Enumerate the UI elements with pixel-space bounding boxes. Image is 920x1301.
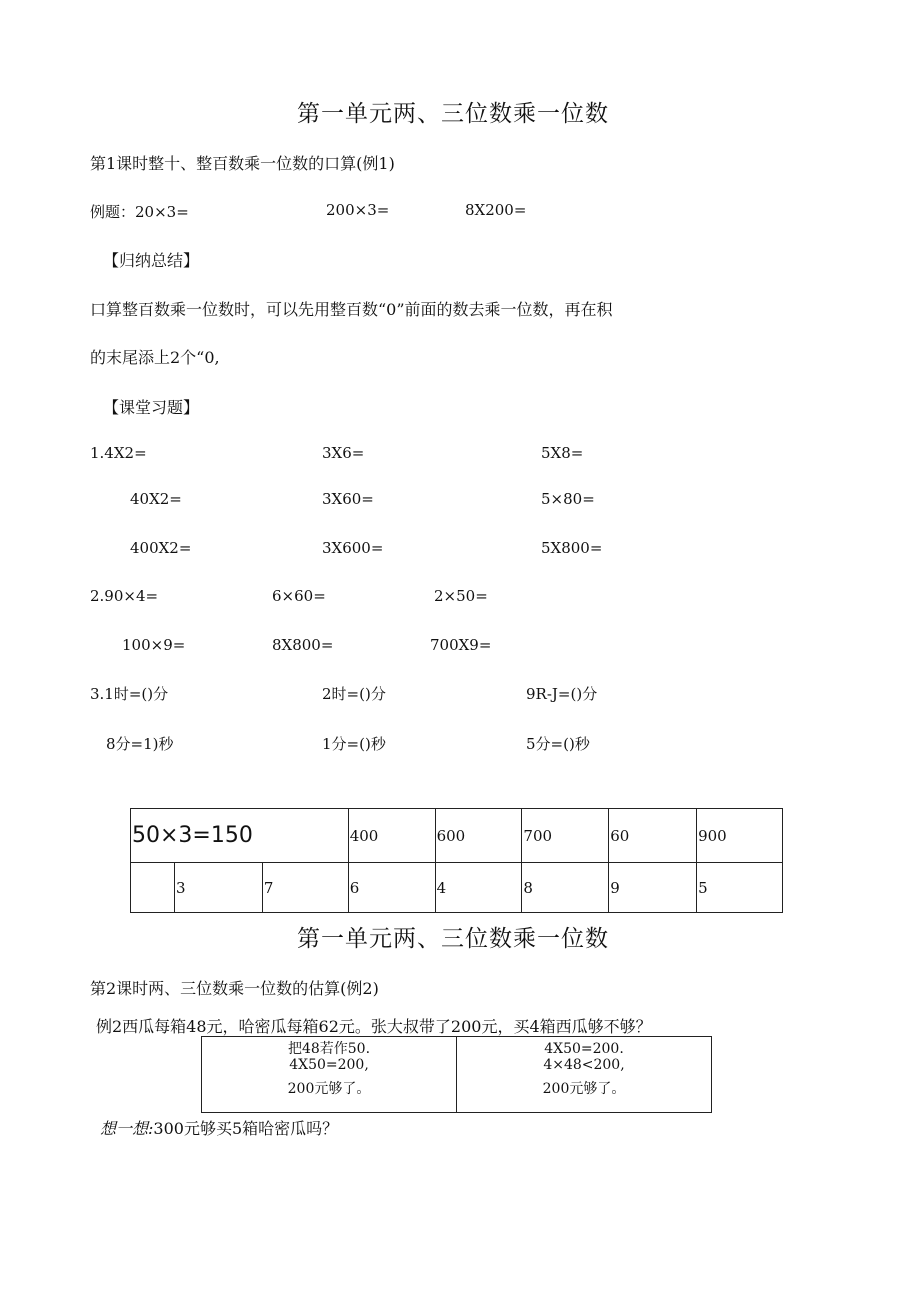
section2-title: 第一单元两、三位数乘一位数: [297, 926, 609, 952]
table-cell: 6: [348, 863, 435, 913]
q3-r1-c2: 2时=()分: [322, 685, 386, 703]
q1-r2-c1: 40X2=: [130, 490, 182, 508]
q1-r2-c2: 3X60=: [322, 490, 374, 508]
q3-r2-c1: 8分=1)秒: [106, 735, 174, 753]
estimate-left-line1: 把48若作50.: [287, 1041, 371, 1057]
q3-r1-c1: 3.1时=()分: [90, 685, 169, 703]
q1-r3-c3: 5X800=: [541, 539, 603, 557]
think-text: 300元够买5箱哈密瓜吗？: [153, 1119, 339, 1138]
table-cell: 400: [348, 809, 435, 863]
table-cell: 50×3=150: [131, 809, 349, 863]
q1-r3-c1: 400X2=: [130, 539, 192, 557]
estimate-right-line2: 4×48<200,: [543, 1057, 625, 1073]
table-row: [202, 1037, 712, 1113]
section1-title: 第一单元两、三位数乘一位数: [297, 101, 609, 127]
table-row: [131, 809, 783, 863]
example1-item2: 200×3=: [326, 201, 390, 219]
estimate-right-cell: [457, 1037, 712, 1113]
q3-r2-c3: 5分=()秒: [526, 735, 590, 753]
summary-line2: 的末尾添上2个“0,: [90, 348, 220, 367]
table-cell: 700: [522, 809, 609, 863]
estimate-left-line3: 200元够了。: [287, 1081, 371, 1097]
lesson2-heading: 第2课时两、三位数乘一位数的估算(例2): [90, 979, 379, 998]
think-label: 想一想:: [100, 1119, 154, 1138]
q2-r2-c2: 8X800=: [272, 636, 334, 654]
q3-r2-c2: 1分=()秒: [322, 735, 386, 753]
example1-item1: 例题：20×3=: [90, 203, 189, 221]
estimate-left-cell: [202, 1037, 457, 1113]
table-row: [131, 863, 783, 913]
lesson1-heading: 第1课时整十、整百数乘一位数的口算(例1): [90, 154, 395, 173]
example2-text: 例2西瓜每箱48元，哈密瓜每箱62元。张大叔带了200元，买4箱西瓜够不够？: [96, 1017, 652, 1036]
summary-line1: 口算整百数乘一位数时，可以先用整百数“0”前面的数去乘一位数，再在积: [90, 300, 613, 319]
q2-r1-c3: 2×50=: [434, 587, 488, 605]
estimate-left-line2: 4X50=200,: [289, 1057, 369, 1073]
q2-r2-c3: 700X9=: [430, 636, 492, 654]
estimate-right-line3: 200元够了。: [542, 1081, 626, 1097]
table-cell: 5: [697, 863, 783, 913]
estimate-table: [201, 1036, 712, 1113]
answer-table: [130, 808, 783, 913]
table-cell: 3: [174, 863, 262, 913]
table-cell: 600: [435, 809, 522, 863]
estimate-right-line1: 4X50=200.: [544, 1041, 624, 1057]
q1-r1-c3: 5X8=: [541, 444, 584, 462]
table-cell: [131, 863, 175, 913]
table-cell: 60: [609, 809, 697, 863]
q3-r1-c3: 9R-J=()分: [526, 685, 598, 703]
table-cell: 7: [262, 863, 348, 913]
q1-r2-c3: 5×80=: [541, 490, 595, 508]
table-cell: 900: [697, 809, 783, 863]
q1-r1-c1: 1.4X2=: [90, 444, 147, 462]
summary-heading: 【归纳总结】: [103, 251, 200, 270]
q2-r1-c1: 2.90×4=: [90, 587, 159, 605]
example1-item3: 8X200=: [465, 201, 527, 219]
think-question: [100, 1116, 338, 1139]
table-cell: 9: [609, 863, 697, 913]
q1-r3-c2: 3X600=: [322, 539, 384, 557]
table-cell: 4: [435, 863, 522, 913]
practice-heading: 【课堂习题】: [103, 398, 200, 417]
q2-r2-c1: 100×9=: [122, 636, 186, 654]
q2-r1-c2: 6×60=: [272, 587, 326, 605]
q1-r1-c2: 3X6=: [322, 444, 365, 462]
table-cell: 8: [522, 863, 609, 913]
